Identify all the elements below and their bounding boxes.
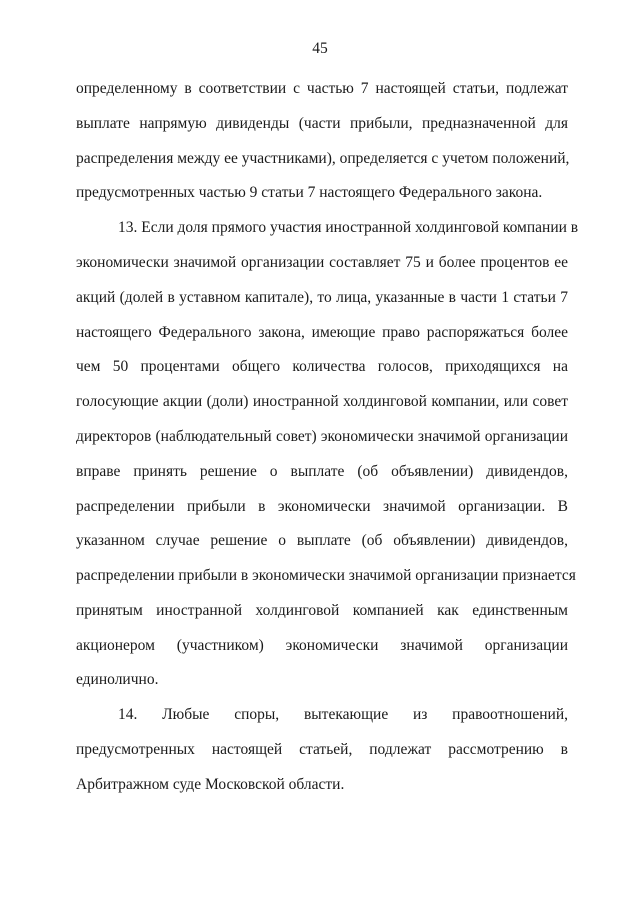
paragraph-line: принятым иностранной холдинговой компанией как единственным bbox=[76, 602, 568, 619]
paragraph-line: распределении прибыли в экономически значимой организации. В bbox=[76, 498, 568, 515]
paragraph-line: Арбитражном суде Московской области. bbox=[76, 776, 345, 793]
paragraph-line: голосующие акции (доли) иностранной холдинговой компании, или совет bbox=[76, 393, 568, 410]
paragraph-line: акций (долей в уставном капитале), то лица, указанные в части 1 статьи 7 bbox=[76, 289, 568, 306]
paragraph-line: указанном случае решение о выплате (об объявлении) дивидендов, bbox=[76, 532, 568, 549]
paragraph-line: экономически значимой организации составляет 75 и более процентов ее bbox=[76, 254, 568, 271]
paragraph-line: 14. Любые споры, вытекающие из правоотношений, bbox=[118, 706, 568, 723]
paragraph-line: директоров (наблюдательный совет) экономически значимой организации bbox=[76, 428, 568, 445]
paragraph-line: распределении прибыли в экономически значимой организации признается bbox=[76, 567, 576, 584]
paragraph-line: выплате напрямую дивиденды (части прибыли, предназначенной для bbox=[76, 115, 568, 132]
paragraph-line: вправе принять решение о выплате (об объявлении) дивидендов, bbox=[76, 463, 568, 480]
paragraph-line: определенному в соответствии с частью 7 настоящей статьи, подлежат bbox=[76, 80, 568, 97]
paragraph-line: предусмотренных настоящей статьей, подлежат рассмотрению в bbox=[76, 741, 568, 758]
paragraph-line: предусмотренных частью 9 статьи 7 настоящего Федерального закона. bbox=[76, 184, 543, 201]
paragraph-line: единолично. bbox=[76, 671, 159, 688]
paragraph-line: настоящего Федерального закона, имеющие право распоряжаться более bbox=[76, 324, 568, 341]
paragraph-line: 13. Если доля прямого участия иностранной холдинговой компании в bbox=[118, 219, 579, 236]
paragraph-line: распределения между ее участниками), определяется с учетом положений, bbox=[76, 150, 570, 167]
page-number: 45 bbox=[312, 40, 328, 57]
paragraph-line: чем 50 процентами общего количества голосов, приходящихся на bbox=[76, 358, 568, 375]
paragraph-line: акционером (участником) экономически значимой организации bbox=[76, 637, 568, 654]
